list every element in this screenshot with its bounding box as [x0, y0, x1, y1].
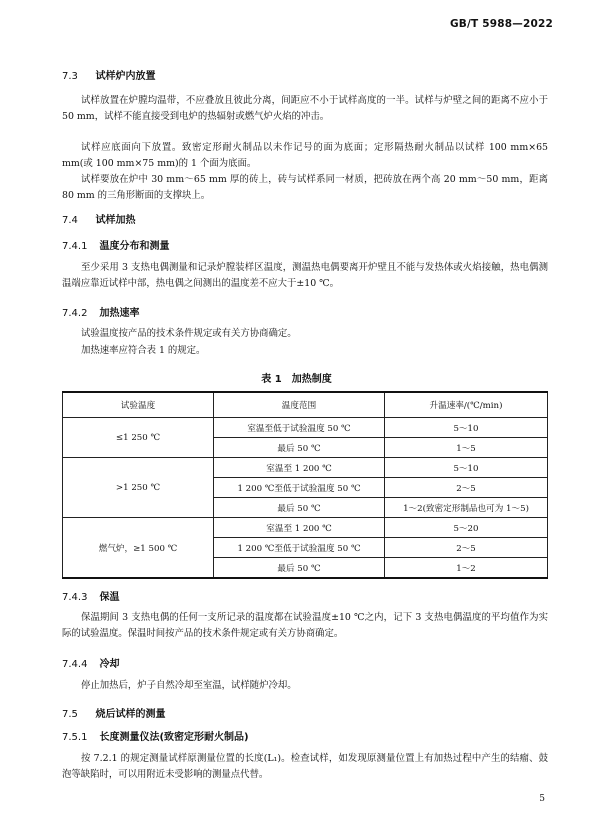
- header-cell: 升温速率/(℃/min): [385, 392, 548, 418]
- heading-7-4-4: [62, 655, 119, 670]
- section-title: 冷却: [99, 659, 120, 670]
- standard-number: GB/T 5988—2022: [449, 18, 553, 30]
- rate-cell: 5～10: [385, 458, 548, 478]
- test-temperature-cell: >1 250 ℃: [63, 458, 214, 518]
- header-cell: 试验温度: [63, 392, 214, 418]
- page-number: 5: [539, 794, 545, 804]
- paragraph: 至少采用 3 支热电偶测量和记录炉膛装样区温度，测温热电偶要离开炉壁且不能与发热体或火焰接触，热电偶测温端应靠近试样中部，热电偶之间测出的温度差不应大于±10 ℃。: [62, 262, 548, 289]
- heading-7-4-2: [62, 304, 139, 319]
- paragraph: 按 7.2.1 的规定测量试样原测量位置的长度(L₁)。检查试样，如发现原测量位置上有加热过程中产生的结瘤、鼓泡等缺陷时，可以用附近未受影响的测量点代替。: [62, 753, 548, 780]
- header-cell: 温度范围: [214, 392, 385, 418]
- rate-cell: 5～20: [385, 518, 548, 538]
- range-cell: 1 200 ℃至低于试验温度 50 ℃: [214, 478, 385, 498]
- table-row: [63, 458, 548, 478]
- range-cell: 室温至 1 200 ℃: [214, 518, 385, 538]
- section-title: 长度测量仪法(致密定形耐火制品): [99, 732, 249, 743]
- section-number: 7.5.1: [62, 732, 88, 743]
- table-row: [63, 518, 548, 538]
- paragraph: 试样应底面向下放置。致密定形耐火制品以未作记号的面为底面；定形隔热耐火制品以试样 100 mm×65 mm(或 100 mm×75 mm)的 1 个面为底面。: [62, 142, 548, 169]
- section-title: 加热速率: [99, 308, 140, 319]
- heading-7-5: [62, 705, 165, 720]
- section-title: 保温: [99, 592, 120, 603]
- paragraph: 保温期间 3 支热电偶的任何一支所记录的温度都在试验温度±10 ℃之内，记下 3 支热电偶温度的平均值作为实际的试验温度。保温时间按产品的技术条件规定或有关方协商确定。: [62, 612, 548, 639]
- range-cell: 最后 50 ℃: [214, 558, 385, 579]
- section-number: 7.3: [62, 71, 78, 82]
- section-number: 7.4.3: [62, 592, 88, 603]
- section-title: 试样炉内放置: [95, 71, 156, 82]
- heating-schedule-table: [62, 391, 548, 579]
- heading-7-4: [62, 211, 135, 226]
- heading-7-3: [62, 67, 155, 82]
- section-number: 7.5: [62, 709, 78, 720]
- section-number: 7.4: [62, 215, 78, 226]
- test-temperature-cell: ≤1 250 ℃: [63, 418, 214, 458]
- section-number: 7.4.2: [62, 308, 88, 319]
- range-cell: 最后 50 ℃: [214, 438, 385, 458]
- rate-cell: 2～5: [385, 478, 548, 498]
- section-title: 试样加热: [95, 215, 136, 226]
- table-title: 表 1 加热制度: [261, 374, 332, 385]
- rate-cell: 2～5: [385, 538, 548, 558]
- test-temperature-cell: 燃气炉，≥1 500 ℃: [63, 518, 214, 579]
- range-cell: 1 200 ℃至低于试验温度 50 ℃: [214, 538, 385, 558]
- paragraph: 试样放置在炉膛均温带，不应叠放且彼此分离，间距应不小于试样高度的一半。试样与炉壁之间的距离不应小于 50 mm，试样不能直接受到电炉的热辐射或燃气炉火焰的冲击。: [62, 95, 548, 122]
- rate-cell: 1～5: [385, 438, 548, 458]
- section-title: 温度分布和测量: [99, 241, 170, 252]
- range-cell: 室温至低于试验温度 50 ℃: [214, 418, 385, 438]
- range-cell: 最后 50 ℃: [214, 498, 385, 518]
- table-header-row: [63, 392, 548, 418]
- range-cell: 室温至 1 200 ℃: [214, 458, 385, 478]
- rate-cell: 5～10: [385, 418, 548, 438]
- heading-7-5-1: [62, 728, 249, 743]
- paragraph: 试样要放在炉中 30 mm～65 mm 厚的砖上，砖与试样系同一材质，把砖放在两个高 20 mm～50 mm，距离 80 mm 的三角形断面的支撑块上。: [62, 174, 548, 201]
- rate-cell: 1～2(致密定形制品也可为 1～5): [385, 498, 548, 518]
- table-row: [63, 418, 548, 438]
- paragraph: 加热速率应符合表 1 的规定。: [81, 345, 206, 356]
- heading-7-4-1: [62, 237, 169, 252]
- section-number: 7.4.4: [62, 659, 88, 670]
- heading-7-4-3: [62, 588, 119, 603]
- paragraph: 停止加热后，炉子自然冷却至室温，试样随炉冷却。: [81, 680, 297, 691]
- paragraph: 试验温度按产品的技术条件规定或有关方协商确定。: [81, 328, 297, 339]
- rate-cell: 1～2: [385, 558, 548, 579]
- section-title: 烧后试样的测量: [95, 709, 166, 720]
- section-number: 7.4.1: [62, 241, 88, 252]
